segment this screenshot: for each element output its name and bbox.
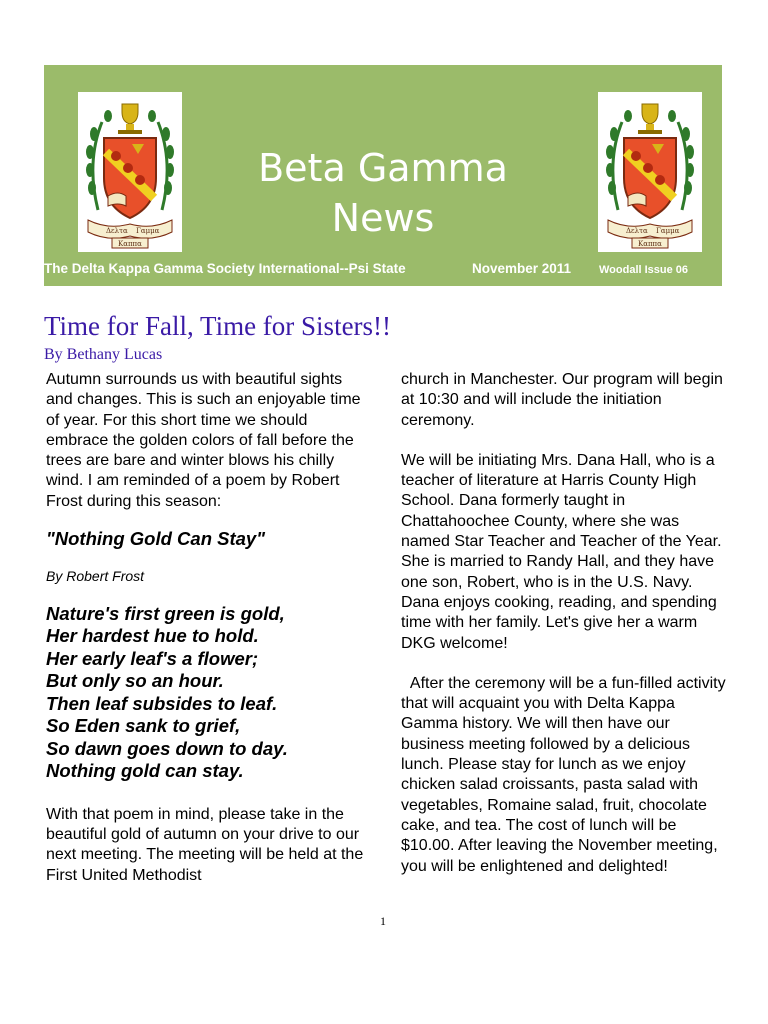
poem-line: But only so an hour. [46, 670, 224, 692]
title-line-2: News [331, 196, 435, 240]
article-column-right [401, 370, 731, 877]
title-line-1: Beta Gamma [258, 146, 508, 190]
crest-icon [78, 92, 182, 252]
lunch-paragraph: After the ceremony will be a fun-filled activity that will acquaint you with Delta Kappa Gamma history. We will then have our business meeting followed by a delicious lunch. Please stay for lunch as we enjoy chicken salad croissants, pasta salad with vegetables, Romaine salad, fruit, chocolate cake, and tea. The cost of lunch will be $10.00. After leaving the November meeting, you will be enlightened and delighted! [401, 674, 731, 875]
page-number: 1 [380, 914, 386, 928]
intro-paragraph: Autumn surrounds us with beautiful sights and changes. This is such an enjoyable time of year. For this short time we should embrace the golden colors of fall before the trees are bare and winter blows his chilly wind. I am reminded of a poem by Robert Frost during this season: [46, 371, 361, 510]
svg-text:Δελτα: Δελτα [626, 227, 648, 235]
crest-right [598, 92, 702, 252]
society-name: The Delta Kappa Gamma Society International--Psi State [44, 261, 406, 276]
crest-left [78, 92, 182, 252]
svg-text:Γαμμα: Γαμμα [656, 227, 680, 235]
poem-line: Nothing gold can stay. [46, 760, 244, 782]
article-column-left [46, 370, 364, 886]
poem-line: Then leaf subsides to leaf. [46, 692, 278, 714]
poem-line: Nature's first green is gold, [46, 602, 285, 624]
article-headline: Time for Fall, Time for Sisters!! [44, 311, 392, 341]
newsletter-title [224, 143, 542, 243]
poem-line: So Eden sank to grief, [46, 715, 241, 737]
poem-title: "Nothing Gold Can Stay" [46, 528, 265, 550]
crest-icon [598, 92, 702, 252]
issue-number: Woodall Issue 06 [599, 264, 689, 276]
poem-line: Her hardest hue to hold. [46, 625, 259, 647]
svg-text:Καππα: Καππα [118, 240, 142, 248]
initiate-paragraph: We will be initiating Mrs. Dana Hall, who is a teacher of literature at Harris County High School. Dana formerly taught in Chattahoochee County, where she was named Star Teacher and Teacher of the Year. She is married to Randy Hall, and they have one son, Robert, who is in the U.S. Navy. Dana enjoys cooking, reading, and spending time with her family. Let's give her a warm DKG welcome! [401, 451, 722, 652]
poem-line: So dawn goes down to day. [46, 737, 288, 759]
issue-date: November 2011 [472, 261, 572, 276]
svg-text:Καππα: Καππα [638, 240, 662, 248]
poem-line: Her early leaf's a flower; [46, 647, 259, 669]
program-paragraph: church in Manchester. Our program will begin at 10:30 and will include the initiation ceremony. [401, 371, 723, 429]
poem-author: By Robert Frost [46, 568, 145, 585]
meeting-paragraph: With that poem in mind, please take in the beautiful gold of autumn on your drive to our next meeting. The meeting will be held at the First United Methodist [46, 805, 364, 884]
masthead-banner [44, 65, 722, 286]
svg-text:Γαμμα: Γαμμα [136, 227, 160, 235]
svg-text:Δελτα: Δελτα [106, 227, 128, 235]
article-byline: By Bethany Lucas [44, 346, 163, 363]
poem-stanza [46, 603, 364, 783]
